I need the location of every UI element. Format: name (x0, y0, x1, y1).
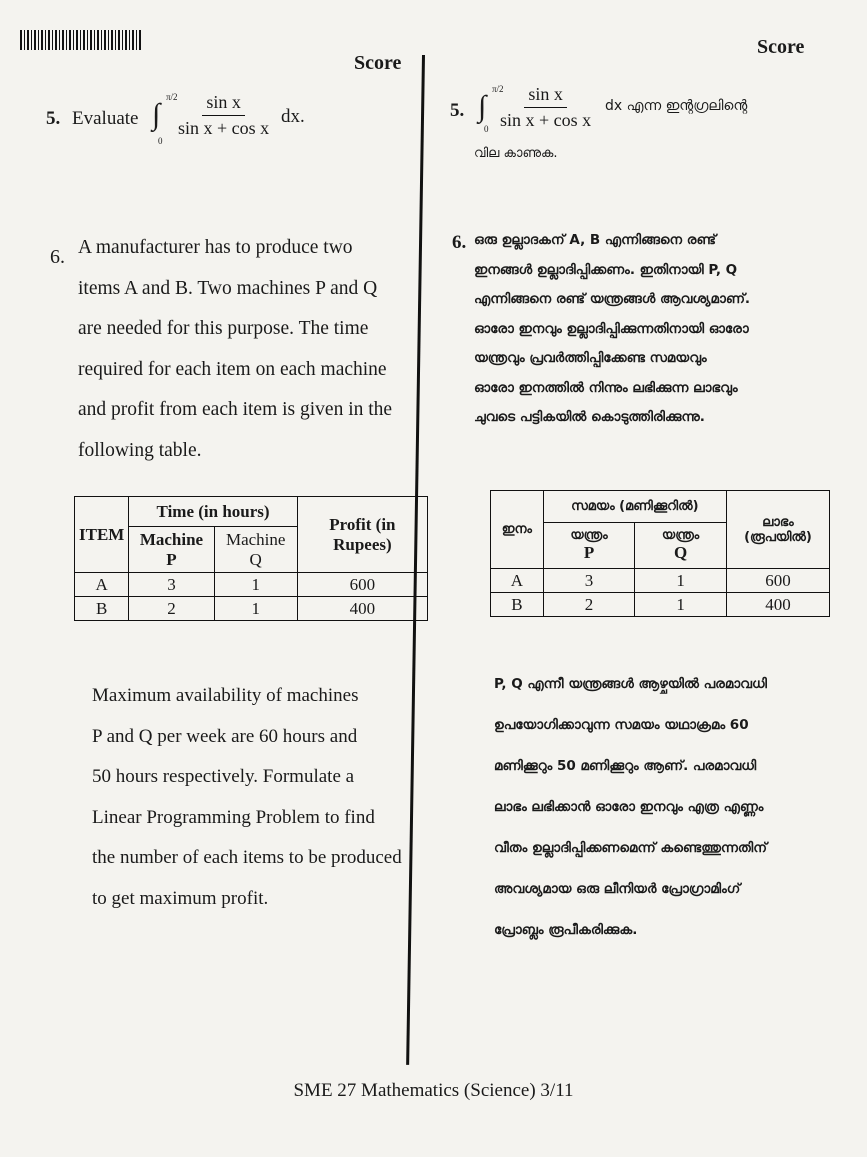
cell-item: B (75, 597, 129, 621)
text-line: യന്ത്രവും പ്രവർത്തിപ്പിക്കേണ്ട സമയവും (474, 350, 707, 366)
text-line: ലാഭം ലഭിക്കാൻ ഓരോ ഇനവും എത്ര എണ്ണം (494, 799, 764, 815)
lower-limit: 0 (158, 136, 163, 146)
question-6-malayalam (474, 226, 750, 433)
text-line: ഉപയോഗിക്കാവുന്ന സമയം യഥാക്രമം 60 (494, 717, 749, 733)
question-line2: വില കാണുക. (474, 146, 558, 161)
text-line: Linear Programming Problem to find (92, 806, 375, 828)
text-line: ഓരോ ഇനവും ഉല്ലാദിപ്പിക്കുന്നതിനായി ഓരോ (474, 320, 749, 337)
cell-profit: 600 (297, 573, 427, 597)
cell-p: 3 (543, 569, 635, 593)
table-row (75, 573, 428, 597)
text-line: are needed for this purpose. The time (78, 318, 369, 339)
cell-item: B (491, 593, 544, 617)
header-machine-q: Machine Q (214, 527, 297, 573)
header-profit: Profit (in Rupees) (297, 497, 427, 573)
question-6-malayalam-part2 (494, 664, 767, 951)
header-profit-line1: ലാഭം (762, 514, 794, 530)
integrand-fraction (174, 92, 273, 139)
denominator: sin x + cos x (178, 118, 270, 138)
text-line: പ്രോബ്ലം രൂപീകരിക്കുക. (494, 922, 638, 938)
header-machine-p-line1: യന്ത്രം (570, 528, 608, 543)
upper-limit: π/2 (492, 84, 504, 94)
text-line: P and Q per week are 60 hours and (92, 725, 358, 747)
text-line: following table. (78, 439, 202, 461)
cell-q: 1 (635, 593, 727, 617)
text-line: വീതം ഉല്ലാദിപ്പിക്കണമെന്ന് കണ്ടെത്തുന്നതിന് (494, 840, 767, 856)
integral-sign: ∫ (478, 90, 487, 123)
text-line: ഒരു ഉല്ലാദകന് A, B എന്നിങ്ങനെ രണ്ട് (474, 232, 716, 248)
cell-p: 2 (543, 593, 635, 617)
table-row (491, 593, 830, 617)
integral-sign: ∫ (152, 98, 161, 131)
text-line: മണിക്കൂറും 50 മണിക്കൂറും ആണ്. പരമാവധി (494, 758, 757, 774)
score-label-right: Score (757, 36, 805, 58)
cell-q: 1 (214, 597, 297, 621)
page-footer: SME 27 Mathematics (Science) 3/11 (293, 1080, 574, 1101)
cell-q: 1 (635, 569, 727, 593)
denominator: sin x + cos x (500, 110, 592, 130)
numerator: sin x (524, 84, 567, 108)
text-line: the number of each items to be produced (92, 847, 402, 868)
header-machine-p (543, 523, 635, 569)
text-line: required for each item on each machine (78, 358, 387, 380)
barcode (20, 30, 142, 50)
text-line: P, Q എന്നീ യന്ത്രങ്ങൾ ആഴ്ചയിൽ പരമാവധി (494, 676, 767, 692)
question-6-number-ml: 6. (452, 232, 467, 253)
question-6-english (78, 228, 392, 471)
score-label-left: Score (354, 52, 402, 74)
cell-profit: 400 (726, 593, 829, 617)
upper-limit: π/2 (166, 92, 178, 102)
machine-table-english (74, 496, 428, 621)
question-6-number: 6. (50, 246, 65, 268)
header-profit-line2: (രൂപയിൽ) (744, 529, 812, 545)
text-line: and profit from each item is given in the (78, 399, 393, 420)
cell-item: A (491, 569, 544, 593)
header-item: ITEM (75, 497, 129, 573)
question-6-english-part2 (92, 676, 402, 919)
text-line: items A and B. Two machines P and Q (78, 277, 378, 299)
question-number: 5. (450, 100, 465, 121)
header-profit (726, 491, 829, 569)
text-line: Maximum availability of machines (92, 685, 359, 706)
text-line: അവശ്യമായ ഒരു ലീനിയർ പ്രോഗ്രാമിംഗ് (494, 881, 741, 897)
text-line: ഇനങ്ങൾ ഉല്ലാദിപ്പിക്കണം. ഇതിനായി P, Q (474, 261, 738, 278)
question-5-malayalam (450, 84, 850, 174)
text-line: ഓരോ ഇനത്തിൽ നിന്നും ലഭിക്കുന്ന ലാഭവും (474, 379, 738, 396)
lower-limit: 0 (484, 124, 489, 134)
differential: dx. (281, 106, 305, 127)
question-suffix: dx എന്ന ഇന്റഗ്രലിന്റെ (605, 98, 748, 114)
header-time: സമയം (മണിക്കൂറിൽ) (543, 491, 726, 523)
table-row (75, 597, 428, 621)
header-machine-p-line2: P (583, 543, 595, 562)
numerator: sin x (202, 92, 245, 116)
text-line: 50 hours respectively. Formulate a (92, 766, 355, 787)
text-line: എന്നിങ്ങനെ രണ്ട് യന്ത്രങ്ങൾ ആവശ്യമാണ്. (474, 291, 751, 307)
header-time: Time (in hours) (129, 497, 297, 527)
cell-profit: 400 (297, 597, 427, 621)
question-number: 5. (46, 108, 61, 129)
header-machine-q (635, 523, 727, 569)
header-item: ഇനം (491, 491, 544, 569)
header-machine-q-line1: യന്ത്രം (661, 528, 700, 543)
cell-q: 1 (214, 573, 297, 597)
question-5-english (46, 92, 416, 146)
integrand-fraction (496, 84, 595, 131)
cell-p: 3 (129, 573, 214, 597)
header-machine-p: Machine P (129, 527, 214, 573)
header-machine-q-line2: Q (673, 543, 688, 562)
text-line: ചുവടെ പട്ടികയിൽ കൊടുത്തിരിക്കുന്നു. (474, 409, 705, 425)
text-line: to get maximum profit. (92, 887, 269, 909)
machine-table-malayalam (490, 490, 830, 617)
cell-p: 2 (129, 597, 214, 621)
cell-item: A (75, 573, 129, 597)
question-prefix: Evaluate (72, 108, 139, 129)
table-row (491, 569, 830, 593)
cell-profit: 600 (726, 569, 829, 593)
text-line: A manufacturer has to produce two (78, 237, 353, 258)
